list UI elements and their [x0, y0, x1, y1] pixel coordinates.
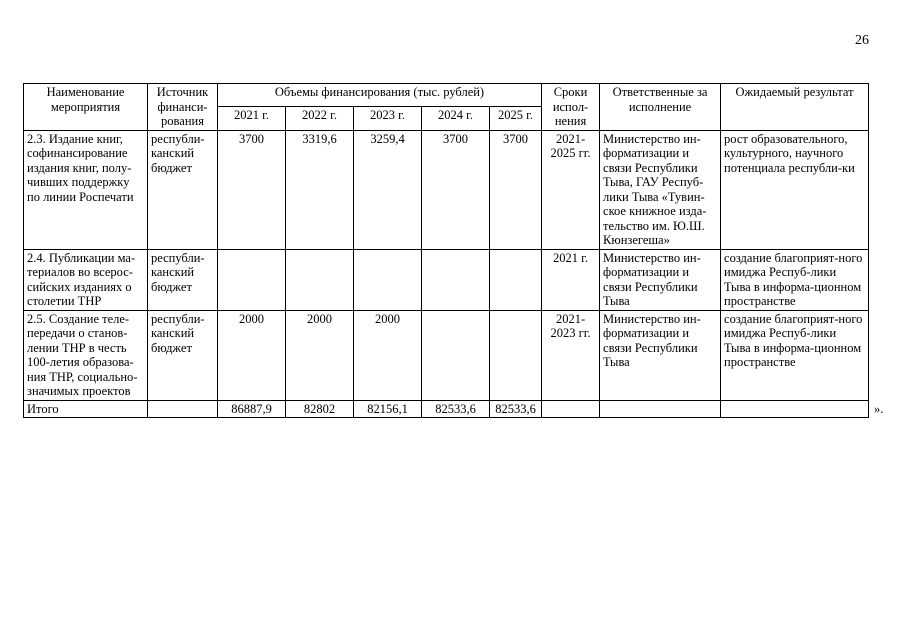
total-label: Итого — [24, 400, 148, 418]
row-value — [422, 249, 490, 310]
row-value: 2000 — [354, 310, 422, 400]
total-value: 82156,1 — [354, 400, 422, 418]
total-value: 82802 — [286, 400, 354, 418]
row-responsible: Министерство ин-форматизации и связи Республики Тыва, ГАУ Респуб-лики Тыва «Тувин-ское книжное изда-тельство им. Ю.Ш. Кюнзегеша» — [600, 130, 721, 249]
row-value: 3700 — [422, 130, 490, 249]
row-value: 3700 — [490, 130, 542, 249]
row-value: 2000 — [218, 310, 286, 400]
row-value: 3700 — [218, 130, 286, 249]
header-year-2024: 2024 г. — [422, 107, 490, 130]
total-source — [148, 400, 218, 418]
row-deadline: 2021 г. — [542, 249, 600, 310]
row-name: 2.4. Публикации ма-териалов во всерос-сийских изданиях о столетии ТНР — [24, 249, 148, 310]
row-value — [490, 310, 542, 400]
closing-quote-mark: ». — [874, 402, 884, 416]
header-year-2025: 2025 г. — [490, 107, 542, 130]
row-result: рост образовательного, культурного, научного потенциала республи-ки — [721, 130, 869, 249]
header-year-2023: 2023 г. — [354, 107, 422, 130]
header-funding-group: Объемы финансирования (тыс. рублей) — [218, 84, 542, 107]
row-result: создание благоприят-ного имиджа Респуб-лики Тыва в информа-ционном пространстве — [721, 249, 869, 310]
row-source: республи-канский бюджет — [148, 310, 218, 400]
row-value — [354, 249, 422, 310]
header-year-2021: 2021 г. — [218, 107, 286, 130]
row-responsible: Министерство ин-форматизации и связи Республики Тыва — [600, 310, 721, 400]
row-deadline: 2021-2023 гг. — [542, 310, 600, 400]
row-result: создание благоприят-ного имиджа Респуб-лики Тыва в информа-ционном пространстве — [721, 310, 869, 400]
header-year-2022: 2022 г. — [286, 107, 354, 130]
total-row — [24, 400, 869, 418]
total-value: 82533,6 — [490, 400, 542, 418]
row-responsible: Министерство ин-форматизации и связи Республики Тыва — [600, 249, 721, 310]
row-value: 2000 — [286, 310, 354, 400]
header-deadline: Сроки испол-нения — [542, 84, 600, 131]
total-value: 86887,9 — [218, 400, 286, 418]
row-value: 3259,4 — [354, 130, 422, 249]
funding-table — [23, 83, 869, 418]
total-responsible — [600, 400, 721, 418]
table-row — [24, 310, 869, 400]
total-value: 82533,6 — [422, 400, 490, 418]
header-name: Наименование мероприятия — [24, 84, 148, 131]
header-source: Источник финанси-рования — [148, 84, 218, 131]
header-responsible: Ответственные за исполнение — [600, 84, 721, 131]
row-deadline: 2021-2025 гг. — [542, 130, 600, 249]
row-source: республи-канский бюджет — [148, 130, 218, 249]
header-result: Ожидаемый результат — [721, 84, 869, 131]
row-name: 2.3. Издание книг, софинансирование издания книг, полу-чивших поддержку по линии Роспечати — [24, 130, 148, 249]
page-number: 26 — [855, 33, 869, 48]
table-row — [24, 249, 869, 310]
row-value — [286, 249, 354, 310]
row-value — [490, 249, 542, 310]
total-deadline — [542, 400, 600, 418]
row-value — [218, 249, 286, 310]
row-name: 2.5. Создание теле-передачи о станов-лении ТНР в честь 100-летия образова-ния ТНР, социально-значимых проектов — [24, 310, 148, 400]
total-result — [721, 400, 869, 418]
row-value — [422, 310, 490, 400]
row-value: 3319,6 — [286, 130, 354, 249]
table-row — [24, 130, 869, 249]
header-row — [24, 84, 869, 107]
row-source: республи-канский бюджет — [148, 249, 218, 310]
